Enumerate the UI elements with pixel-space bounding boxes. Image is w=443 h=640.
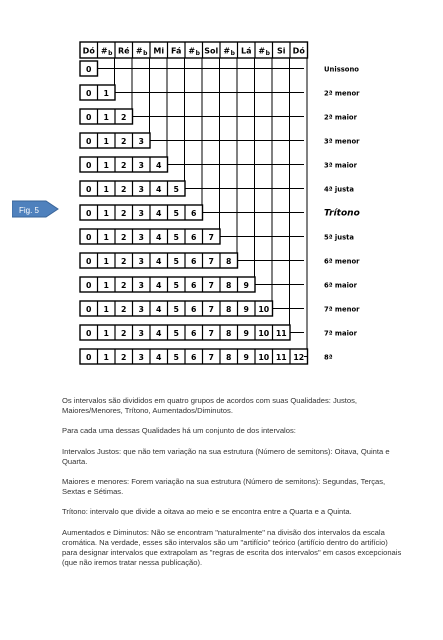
interval-cell-number: 0 xyxy=(86,184,92,194)
paragraph-qualities: Os intervalos são divididos em quatro grupos de acordos com suas Qualidades: Justos, Maiores/Menores, Trítono, Aumentados/Diminutos. xyxy=(62,396,358,416)
interval-cell-number: 0 xyxy=(86,208,92,218)
interval-cell-number: 9 xyxy=(243,280,249,290)
interval-cell-number: 1 xyxy=(103,88,109,98)
interval-cell-number: 4 xyxy=(156,232,162,242)
interval-cell-number: 10 xyxy=(258,328,270,338)
interval-cell-number: 6 xyxy=(191,304,197,314)
note-label: # xyxy=(258,46,266,56)
interval-cell-number: 3 xyxy=(138,136,144,146)
interval-cell-number: 7 xyxy=(208,280,214,290)
interval-cell-number: 9 xyxy=(243,304,249,314)
interval-cell-number: 7 xyxy=(208,232,214,242)
interval-cell-number: 3 xyxy=(138,280,144,290)
interval-cell-number: 10 xyxy=(258,352,270,362)
note-label: # xyxy=(223,46,231,56)
interval-name-label: 7ª maior xyxy=(324,329,357,338)
note-label: Lá xyxy=(241,46,252,56)
note-label: # xyxy=(100,46,108,56)
interval-cell-number: 3 xyxy=(138,160,144,170)
interval-cell-number: 9 xyxy=(243,328,249,338)
interval-cell-number: 5 xyxy=(173,280,179,290)
note-label: # xyxy=(135,46,143,56)
interval-cell-number: 2 xyxy=(121,232,127,242)
interval-cell-number: 5 xyxy=(173,232,179,242)
interval-cell-number: 5 xyxy=(173,184,179,194)
interval-cell-number: 1 xyxy=(103,208,109,218)
interval-cell-number: 2 xyxy=(121,208,127,218)
interval-cell-number: 0 xyxy=(86,280,92,290)
interval-cell-number: 4 xyxy=(156,184,162,194)
paragraph-aumentados-diminutos: Aumentados e Diminutos: Não se encontram "naturalmente" na divisão dos intervalos da escala cromática. Na verdade, esses são intervalos são um "artifício" teórico (artifício dentro do artifício) para designar intervalos que extrapolam as "regras de escrita dos intervalos" em casos excepcionais (que não iremos tratar nessa publicação). xyxy=(62,527,402,568)
interval-cell-number: 2 xyxy=(121,184,127,194)
paragraph-maiores-menores: Maiores e menores: Forem variação na sua estrutura (Número de semitons): Segundas, Terças, Sextas e Sétimas. xyxy=(62,477,386,497)
interval-cell-number: 6 xyxy=(191,208,197,218)
interval-cell-number: 2 xyxy=(121,328,127,338)
interval-name-label: Trítono xyxy=(324,208,360,219)
interval-cell-number: 11 xyxy=(275,352,287,362)
interval-cell-number: 1 xyxy=(103,112,109,122)
interval-cell-number: 5 xyxy=(173,328,179,338)
body-text xyxy=(62,396,402,568)
note-label: Si xyxy=(276,46,286,56)
interval-cell-number: 5 xyxy=(173,256,179,266)
interval-cell-number: 5 xyxy=(173,352,179,362)
interval-cell-number: 3 xyxy=(138,232,144,242)
note-label: Sol xyxy=(204,46,219,56)
figure-tag-label: Fig. 5 xyxy=(18,206,40,215)
note-label-flat: b xyxy=(195,50,200,57)
interval-cell-number: 12 xyxy=(293,352,305,362)
interval-cell-number: 1 xyxy=(103,304,109,314)
note-label: Fá xyxy=(171,46,182,56)
interval-name-label: 2ª maior xyxy=(324,113,357,122)
interval-cell-number: 3 xyxy=(138,184,144,194)
interval-name-label: 7ª menor xyxy=(324,305,360,314)
interval-cell-number: 1 xyxy=(103,280,109,290)
interval-name-label: 3ª maior xyxy=(324,161,357,170)
note-label: Dó xyxy=(82,46,95,56)
note-label-flat: b xyxy=(108,50,113,57)
interval-cell-number: 7 xyxy=(208,304,214,314)
interval-name-label: 8ª xyxy=(324,353,333,362)
interval-cell-number: 1 xyxy=(103,352,109,362)
interval-cell-number: 2 xyxy=(121,256,127,266)
interval-name-label: Unissono xyxy=(324,65,359,74)
interval-cell-number: 7 xyxy=(208,328,214,338)
interval-cell-number: 5 xyxy=(173,304,179,314)
note-label: Ré xyxy=(117,46,130,56)
interval-cell-number: 6 xyxy=(191,256,197,266)
interval-cell-number: 6 xyxy=(191,328,197,338)
interval-cell-number: 7 xyxy=(208,352,214,362)
interval-name-label: 6ª menor xyxy=(324,257,360,266)
interval-name-label: 2ª menor xyxy=(324,89,360,98)
interval-cell-number: 0 xyxy=(86,112,92,122)
interval-name-label: 3ª menor xyxy=(324,137,360,146)
interval-cell-number: 2 xyxy=(121,160,127,170)
interval-cell-number: 10 xyxy=(258,304,270,314)
interval-cell-number: 0 xyxy=(86,88,92,98)
interval-name-label: 5ª justa xyxy=(324,233,354,242)
note-label-flat: b xyxy=(265,50,270,57)
interval-cell-number: 0 xyxy=(86,352,92,362)
interval-name-label: 6ª maior xyxy=(324,281,357,290)
interval-cell-number: 4 xyxy=(156,304,162,314)
interval-cell-number: 8 xyxy=(226,280,232,290)
interval-cell-number: 0 xyxy=(86,328,92,338)
interval-name-label: 4ª justa xyxy=(324,185,354,194)
interval-cell-number: 0 xyxy=(86,232,92,242)
note-label: Dó xyxy=(292,46,305,56)
interval-cell-number: 5 xyxy=(173,208,179,218)
interval-cell-number: 8 xyxy=(226,304,232,314)
paragraph-tritono: Trítono: intervalo que divide a oitava ao meio e se encontra entre a Quarta e a Quinta. xyxy=(62,507,352,517)
interval-cell-number: 4 xyxy=(156,328,162,338)
interval-cell-number: 1 xyxy=(103,232,109,242)
interval-cell-number: 1 xyxy=(103,328,109,338)
interval-cell-number: 7 xyxy=(208,256,214,266)
note-label-flat: b xyxy=(230,50,235,57)
interval-cell-number: 1 xyxy=(103,256,109,266)
interval-cell-number: 3 xyxy=(138,256,144,266)
interval-cell-number: 3 xyxy=(138,352,144,362)
interval-cell-number: 2 xyxy=(121,304,127,314)
interval-cell-number: 4 xyxy=(156,352,162,362)
interval-cell-number: 6 xyxy=(191,232,197,242)
interval-cell-number: 2 xyxy=(121,136,127,146)
interval-cell-number: 2 xyxy=(121,352,127,362)
interval-cell-number: 0 xyxy=(86,136,92,146)
note-label-flat: b xyxy=(143,50,148,57)
interval-cell-number: 3 xyxy=(138,208,144,218)
interval-cell-number: 4 xyxy=(156,256,162,266)
interval-cell-number: 2 xyxy=(121,112,127,122)
figure-tag-arrow xyxy=(12,198,60,220)
interval-cell-number: 1 xyxy=(103,160,109,170)
interval-cell-number: 3 xyxy=(138,304,144,314)
interval-cell-number: 9 xyxy=(243,352,249,362)
note-label: Mi xyxy=(153,46,165,56)
paragraph-justos: Intervalos Justos: que não tem variação na sua estrutura (Número de semitons): Oitava, Quinta e Quarta. xyxy=(62,446,390,466)
interval-cell-number: 0 xyxy=(86,160,92,170)
interval-cell-number: 2 xyxy=(121,280,127,290)
interval-cell-number: 6 xyxy=(191,280,197,290)
interval-cell-number: 3 xyxy=(138,328,144,338)
interval-cell-number: 8 xyxy=(226,328,232,338)
interval-cell-number: 6 xyxy=(191,352,197,362)
interval-cell-number: 4 xyxy=(156,160,162,170)
paragraph-set: Para cada uma dessas Qualidades há um conjunto de dos intervalos: xyxy=(62,426,296,436)
interval-cell-number: 0 xyxy=(86,256,92,266)
interval-cell-number: 1 xyxy=(103,184,109,194)
interval-cell-number: 8 xyxy=(226,256,232,266)
interval-cell-number: 0 xyxy=(86,64,92,74)
note-label: # xyxy=(188,46,196,56)
interval-cell-number: 11 xyxy=(275,328,287,338)
interval-cell-number: 4 xyxy=(156,280,162,290)
interval-cell-number: 1 xyxy=(103,136,109,146)
interval-cell-number: 4 xyxy=(156,208,162,218)
interval-cell-number: 8 xyxy=(226,352,232,362)
interval-cell-number: 0 xyxy=(86,304,92,314)
